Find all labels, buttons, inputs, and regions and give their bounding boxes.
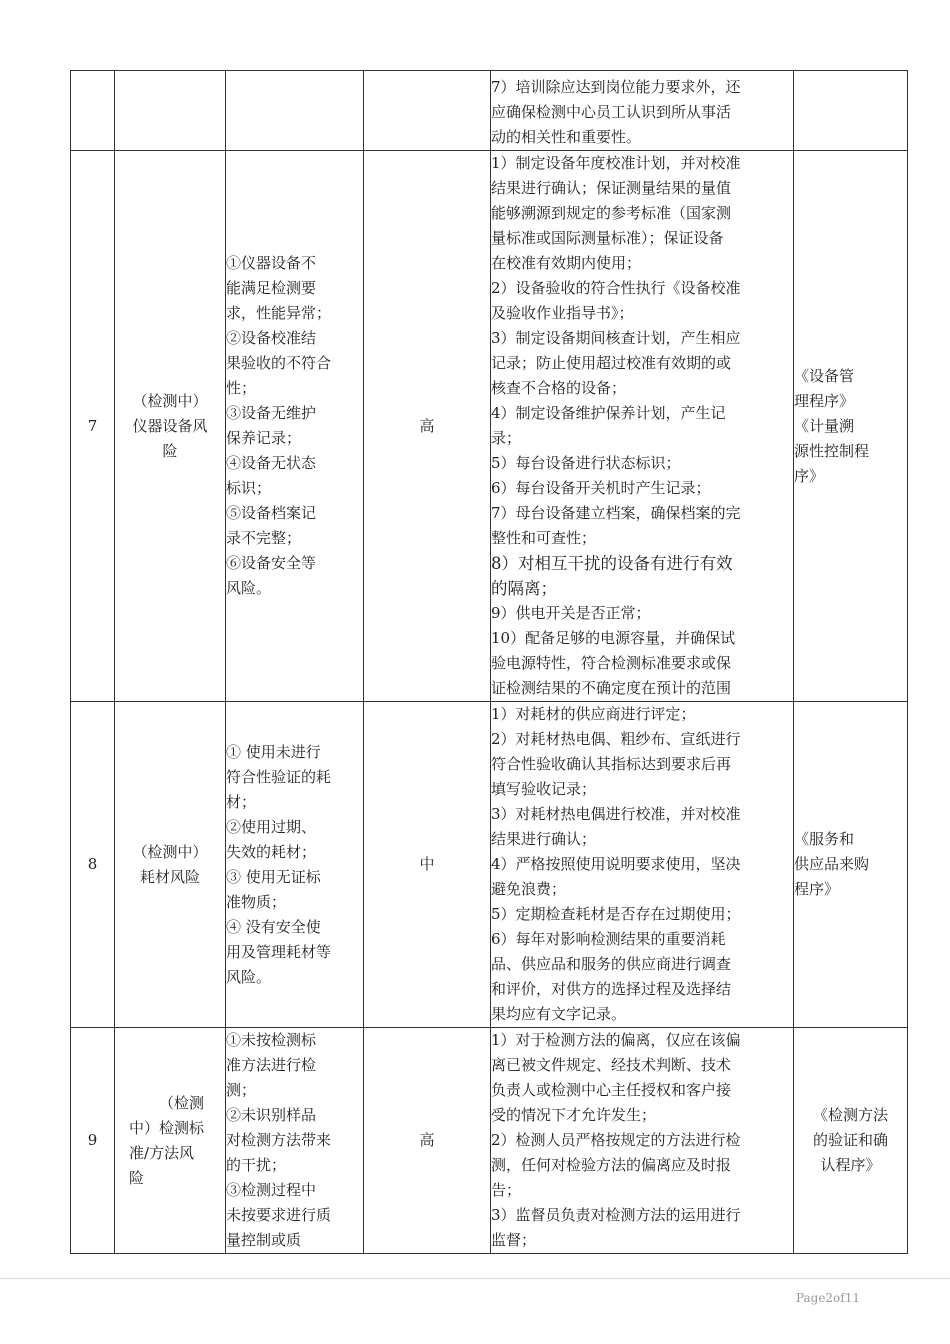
measure-line: 7）培训除应达到岗位能力要求外，还 <box>491 78 741 96</box>
risk-level-cell <box>364 1028 491 1254</box>
factor-line: ③设备无维护 <box>226 404 317 422</box>
factor-line: 风险。 <box>226 579 272 597</box>
table-row <box>71 702 908 1028</box>
measure-line: 8）对相互干扰的设备有进行有效 <box>491 554 733 573</box>
risk-number-cell <box>71 151 115 702</box>
risk-number: 7 <box>87 416 98 435</box>
risk-name-line: 中）检测标 <box>129 1118 205 1137</box>
measure-line: 果均应有文字记录。 <box>491 1005 627 1023</box>
risk-table <box>70 70 908 1254</box>
risk-number-cell <box>71 71 115 151</box>
risk-name-cell <box>115 71 226 151</box>
related-docs-cell <box>794 702 908 1028</box>
measure-line: 3）制定设备期间核查计划，产生相应 <box>491 329 741 347</box>
measure-line: 9）供电开关是否正常； <box>491 604 651 622</box>
related-docs-cell <box>794 71 908 151</box>
risk-factors-cell <box>226 1028 364 1254</box>
measure-line: 能够溯源到规定的参考标准（国家测 <box>491 204 732 222</box>
risk-level: 高 <box>419 1131 435 1149</box>
factor-line: ⑤设备档案记 <box>226 504 317 522</box>
measure-line: 应确保检测中心员工认识到所从事活 <box>491 103 732 121</box>
measure-line: 6）每台设备开关机时产生记录； <box>491 479 711 497</box>
factor-line: 标识； <box>226 479 272 497</box>
factor-line: 准方法进行检 <box>226 1056 317 1074</box>
factor-line: 失效的耗材； <box>226 842 317 861</box>
factor-line: ②设备校准结 <box>226 329 317 347</box>
factor-line: 求，性能异常； <box>226 304 332 322</box>
measure-line: 10）配备足够的电源容量，并确保试 <box>491 629 736 647</box>
table-row <box>71 1028 908 1254</box>
risk-table-body <box>71 71 908 1254</box>
factor-line: 用及管理耗材等 <box>226 942 332 961</box>
footer-divider <box>0 1278 950 1279</box>
control-measures-cell <box>491 702 794 1028</box>
measure-line: 受的情况下才允许发生； <box>491 1106 657 1124</box>
doc-line: 源性控制程 <box>794 441 870 460</box>
factor-line: 对检测方法带来 <box>226 1131 332 1149</box>
measure-line: 2）对耗材热电偶、粗纱布、宣纸进行 <box>491 730 741 748</box>
measure-line: 避免浪费； <box>491 880 567 898</box>
related-docs-cell <box>794 1028 908 1254</box>
doc-line: 《检测方法 <box>812 1106 888 1124</box>
measure-line: 符合性验收确认其指标达到要求后再 <box>491 755 732 773</box>
factor-line: 量控制或质 <box>226 1231 302 1249</box>
factor-line: ①仪器设备不 <box>226 254 317 272</box>
risk-name-line: （检测中） <box>132 842 208 861</box>
measure-line: 5）每台设备进行状态标识； <box>491 454 681 472</box>
factor-line: ① 使用未进行 <box>226 742 321 761</box>
measure-line: 负责人或检测中心主任授权和客户接 <box>491 1081 732 1099</box>
measure-line: 证检测结果的不确定度在预计的范围 <box>491 679 732 697</box>
factor-line: ⑥设备安全等 <box>226 554 317 572</box>
measure-line: 5）定期检查耗材是否存在过期使用； <box>491 905 741 923</box>
factor-line: 未按要求进行质 <box>226 1206 332 1224</box>
factor-line: 测； <box>226 1081 257 1099</box>
factor-line: 的干扰； <box>226 1156 287 1174</box>
measure-line: 及验收作业指导书》； <box>491 304 634 322</box>
factor-line: 能满足检测要 <box>226 279 317 297</box>
doc-line: 理程序》 <box>794 391 855 410</box>
measure-line: 核查不合格的设备； <box>491 379 627 397</box>
measure-line: 1）对耗材的供应商进行评定； <box>491 705 696 723</box>
factor-line: 材； <box>226 792 257 811</box>
risk-number-cell <box>71 1028 115 1254</box>
control-measures-cell <box>491 151 794 702</box>
risk-number: 9 <box>87 1131 98 1149</box>
risk-name-line: 仪器设备风 <box>132 416 208 435</box>
risk-factors-cell <box>226 71 364 151</box>
measure-line: 4）严格按照使用说明要求使用，坚决 <box>491 855 741 873</box>
factor-line: 符合性验证的耗 <box>226 767 332 786</box>
table-row <box>71 71 908 151</box>
factor-line: ④ 没有安全使 <box>226 917 321 936</box>
factor-line: ③检测过程中 <box>226 1181 317 1199</box>
control-measures-cell <box>491 71 794 151</box>
measure-line: 记录；防止使用超过校准有效期的或 <box>491 354 732 372</box>
risk-name-cell <box>115 702 226 1028</box>
measure-line: 动的相关性和重要性。 <box>491 128 642 146</box>
measure-line: 告； <box>491 1181 522 1199</box>
factor-line: ②未识别样品 <box>226 1106 317 1124</box>
doc-line: 《计量溯 <box>794 416 855 435</box>
measure-line: 验电源特性，符合检测标准要求或保 <box>491 654 732 672</box>
measure-line: 和评价，对供方的选择过程及选择结 <box>491 980 732 998</box>
measure-line: 结果进行确认； <box>491 830 597 848</box>
risk-name-line: 险 <box>162 441 178 460</box>
measure-line: 2）检测人员严格按规定的方法进行检 <box>491 1131 741 1149</box>
doc-line: 的验证和确 <box>812 1131 888 1149</box>
factor-line: ①未按检测标 <box>226 1031 317 1049</box>
measure-line: 1）对于检测方法的偏离，仅应在该偏 <box>491 1031 741 1049</box>
measure-line: 7）母台设备建立档案，确保档案的完 <box>491 504 741 522</box>
risk-name-line: 准/方法风 <box>129 1143 195 1162</box>
related-docs-cell <box>794 151 908 702</box>
doc-line: 供应品来购 <box>794 855 870 873</box>
measure-line: 的隔离； <box>491 579 557 598</box>
doc-line: 《设备管 <box>794 366 855 385</box>
risk-name-line: 耗材风险 <box>139 867 200 886</box>
risk-factors-cell <box>226 151 364 702</box>
measure-line: 3）监督员负责对检测方法的运用进行 <box>491 1206 741 1224</box>
doc-line: 程序》 <box>794 880 840 898</box>
measure-line: 品、供应品和服务的供应商进行调查 <box>491 955 732 973</box>
factor-line: 录不完整； <box>226 529 302 547</box>
factor-line: ③ 使用无证标 <box>226 867 321 886</box>
measure-line: 6）每年对影响检测结果的重要消耗 <box>491 930 726 948</box>
risk-level: 高 <box>419 416 435 435</box>
risk-level-cell <box>364 151 491 702</box>
measure-line: 1）制定设备年度校准计划，并对校准 <box>491 154 741 172</box>
factor-line: ②使用过期、 <box>226 817 317 836</box>
measure-line: 量标准或国际测量标准）；保证设备 <box>491 229 724 247</box>
factor-line: 性； <box>226 379 257 397</box>
table-row <box>71 151 908 702</box>
risk-name-cell <box>115 1028 226 1254</box>
measure-line: 在校准有效期内使用； <box>491 254 642 272</box>
risk-factors-cell <box>226 702 364 1028</box>
risk-number-cell <box>71 702 115 1028</box>
factor-line: 准物质； <box>226 892 287 911</box>
measure-line: 填写验收记录； <box>491 780 597 798</box>
doc-line: 序》 <box>794 466 825 485</box>
risk-level-cell <box>364 702 491 1028</box>
risk-number: 8 <box>87 855 98 873</box>
page-number: Page2of11 <box>795 1291 860 1305</box>
factor-line: 果验收的不符合 <box>226 354 332 372</box>
factor-line: ④设备无状态 <box>226 454 317 472</box>
doc-line: 认程序》 <box>820 1156 881 1174</box>
measure-line: 4）制定设备维护保养计划，产生记 <box>491 404 726 422</box>
measure-line: 录； <box>491 429 522 447</box>
risk-level-cell <box>364 71 491 151</box>
measure-line: 测，任何对检验方法的偏离应及时报 <box>491 1156 732 1174</box>
measure-line: 整性和可查性； <box>491 529 597 547</box>
risk-name-line: （检测 <box>159 1093 205 1112</box>
measure-line: 3）对耗材热电偶进行校准，并对校准 <box>491 805 741 823</box>
measure-line: 2）设备验收的符合性执行《设备校准 <box>491 279 741 297</box>
risk-name-line: （检测中） <box>132 391 208 410</box>
measure-line: 监督； <box>491 1231 537 1249</box>
measure-line: 离已被文件规定、经技术判断、技术 <box>491 1056 732 1074</box>
risk-level: 中 <box>419 855 435 873</box>
risk-name-line: 险 <box>129 1168 145 1187</box>
risk-name-cell <box>115 151 226 702</box>
measure-line: 结果进行确认；保证测量结果的量值 <box>491 179 732 197</box>
doc-line: 《服务和 <box>794 830 855 848</box>
factor-line: 风险。 <box>226 967 272 986</box>
control-measures-cell <box>491 1028 794 1254</box>
factor-line: 保养记录； <box>226 429 302 447</box>
